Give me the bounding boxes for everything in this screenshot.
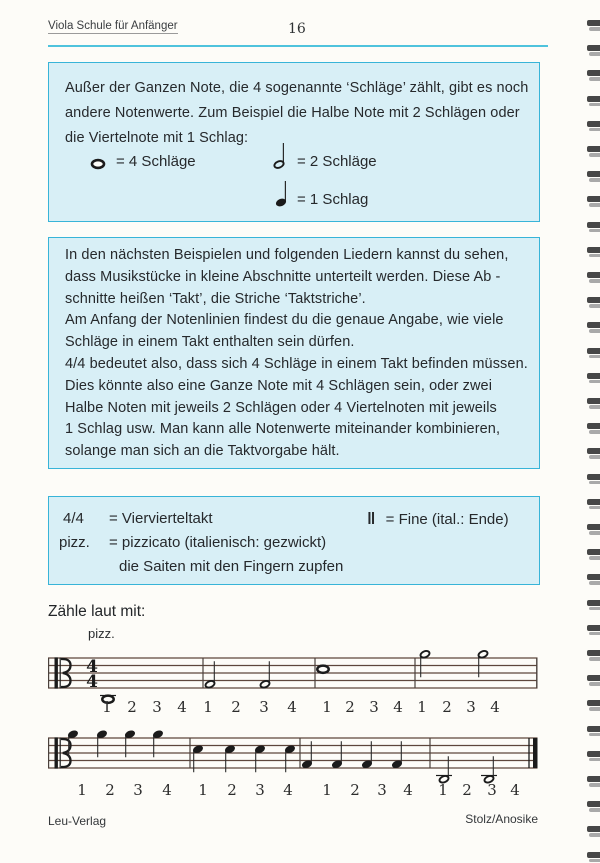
spiral-binding-ring	[587, 20, 600, 31]
count-number: 1	[322, 698, 332, 716]
text-line: solange man sich an die Taktvorgabe hält.	[65, 443, 340, 460]
spiral-binding-ring	[587, 222, 600, 233]
spiral-binding-ring	[587, 96, 600, 107]
spiral-binding-ring	[587, 398, 600, 409]
legend-whole-text: = 4 Schläge	[116, 153, 196, 170]
text-line: andere Notenwerte. Zum Beispiel die Halbe Note mit 2 Schlägen oder	[65, 105, 520, 121]
spiral-binding-ring	[587, 70, 600, 81]
count-number: 4	[510, 781, 520, 799]
spiral-binding-ring	[587, 272, 600, 283]
spiral-binding-ring	[587, 121, 600, 132]
alto-clef-icon	[55, 737, 58, 768]
glossary-pizz-line2: die Saiten mit den Fingern zupfen	[119, 558, 344, 575]
time-signature-top: 4	[86, 656, 98, 677]
spiral-binding-ring	[587, 474, 600, 485]
legend-half-text: = 2 Schläge	[297, 153, 377, 170]
spiral-binding-ring	[587, 751, 600, 762]
legend-quarter-text: = 1 Schlag	[297, 191, 369, 208]
text-line: Außer der Ganzen Note, die 4 sogenannte ‘Schläge’ zählt, gibt es noch	[65, 80, 529, 96]
count-number: 3	[255, 781, 265, 799]
count-number: 2	[127, 698, 137, 716]
glossary-term-pizz: pizz.	[59, 534, 90, 551]
text-line: Schläge in einem Takt enthalten sein dürfen.	[65, 334, 355, 351]
spiral-binding-ring	[587, 45, 600, 56]
spiral-binding-ring	[587, 171, 600, 182]
pizz-label: pizz.	[88, 626, 115, 641]
count-number: 2	[462, 781, 472, 799]
spiral-binding-ring	[587, 852, 600, 863]
text-line: Halbe Noten mit jeweils 2 Schlägen oder 4 Viertelnoten mit jeweils	[65, 399, 497, 416]
glossary-def-fine: = Fine (ital.: Ende)	[385, 511, 509, 528]
spiral-binding-ring	[587, 423, 600, 434]
count-number: 3	[152, 698, 162, 716]
header-rule	[48, 45, 548, 47]
text-line: die Viertelnote mit 1 Schlag:	[65, 130, 249, 146]
whole-note	[317, 666, 328, 673]
spiral-binding-ring	[587, 196, 600, 207]
final-barline	[533, 738, 538, 768]
text-line: 4/4 bedeutet also, dass sich 4 Schläge in einem Takt befinden müssen.	[65, 355, 528, 372]
spiral-binding-ring	[587, 726, 600, 737]
glossary-def-44: = Viervierteltakt	[109, 510, 213, 527]
spiral-binding-ring	[587, 524, 600, 535]
count-number: 3	[377, 781, 387, 799]
glossary-box	[48, 496, 540, 585]
glossary-term-44: 4/4	[63, 510, 84, 527]
spiral-binding-ring	[587, 700, 600, 711]
count-number: 3	[133, 781, 143, 799]
page-title: Viola Schule für Anfänger	[48, 20, 178, 32]
spiral-binding-ring	[587, 650, 600, 661]
count-number: 4	[393, 698, 403, 716]
count-number: 2	[227, 781, 237, 799]
count-number: 4	[177, 698, 187, 716]
spiral-binding-ring	[587, 801, 600, 812]
count-number: 1	[77, 781, 87, 799]
spiral-binding-ring	[587, 776, 600, 787]
text-line: Am Anfang der Notenlinien findest du die genaue Angabe, wie viele	[65, 312, 504, 329]
glossary-def-pizz: = pizzicato (italienisch: gezwickt)	[109, 534, 327, 551]
spiral-binding-ring	[587, 146, 600, 157]
publisher-credit: Leu-Verlag	[48, 814, 107, 828]
whole-note-icon	[84, 153, 112, 175]
spiral-binding-ring	[587, 625, 600, 636]
spiral-binding-ring	[587, 297, 600, 308]
count-number: 1	[417, 698, 427, 716]
count-number: 4	[403, 781, 413, 799]
spiral-binding-ring	[587, 549, 600, 560]
count-number: 3	[487, 781, 497, 799]
text-line: In den nächsten Beispielen und folgenden Liedern kannst du sehen,	[65, 247, 509, 263]
spiral-binding-ring	[587, 600, 600, 611]
spiral-binding-ring	[587, 247, 600, 258]
count-number: 1	[203, 698, 213, 716]
spiral-binding-ring	[587, 448, 600, 459]
count-number: 3	[369, 698, 379, 716]
final-barline-symbol: ‖	[367, 509, 376, 528]
spiral-binding-ring	[587, 373, 600, 384]
spiral-binding-ring	[587, 675, 600, 686]
text-line: 1 Schlag usw. Man kann alle Notenwerte miteinander kombinieren,	[65, 421, 501, 438]
text-line: schnitte heißen ‘Takt’, die Striche ‘Taktstriche’.	[65, 290, 366, 307]
count-number: 3	[466, 698, 476, 716]
count-number: 4	[287, 698, 297, 716]
exercise-prompt: Zähle laut mit:	[48, 603, 146, 620]
text-line: Dies könnte also eine Ganze Note mit 4 Schlägen sein, oder zwei	[65, 377, 493, 394]
count-number: 1	[102, 698, 112, 716]
spiral-binding-ring	[587, 348, 600, 359]
count-number: 2	[345, 698, 355, 716]
takt-explanation-box	[48, 237, 540, 469]
quarter-note-icon	[267, 179, 295, 211]
time-signature-bottom: 4	[86, 672, 98, 693]
count-number: 1	[198, 781, 208, 799]
count-number: 2	[231, 698, 241, 716]
page-number: 16	[288, 21, 306, 37]
count-number: 2	[350, 781, 360, 799]
authors-credit: Stolz/Anosike	[465, 812, 538, 826]
spiral-binding-ring	[587, 322, 600, 333]
count-number: 2	[442, 698, 452, 716]
count-number: 3	[259, 698, 269, 716]
count-number: 4	[283, 781, 293, 799]
text-line: dass Musikstücke in kleine Abschnitte unterteilt werden. Diese Ab -	[65, 268, 501, 285]
spiral-binding-ring	[587, 574, 600, 585]
count-number: 4	[162, 781, 172, 799]
spiral-binding-ring	[587, 826, 600, 837]
count-number: 4	[490, 698, 500, 716]
count-number: 2	[105, 781, 115, 799]
alto-clef-icon	[55, 657, 58, 688]
count-number: 1	[438, 781, 448, 799]
spiral-binding-ring	[587, 499, 600, 510]
note-values-box	[48, 62, 540, 222]
half-note-icon	[265, 139, 293, 173]
count-number: 1	[322, 781, 332, 799]
